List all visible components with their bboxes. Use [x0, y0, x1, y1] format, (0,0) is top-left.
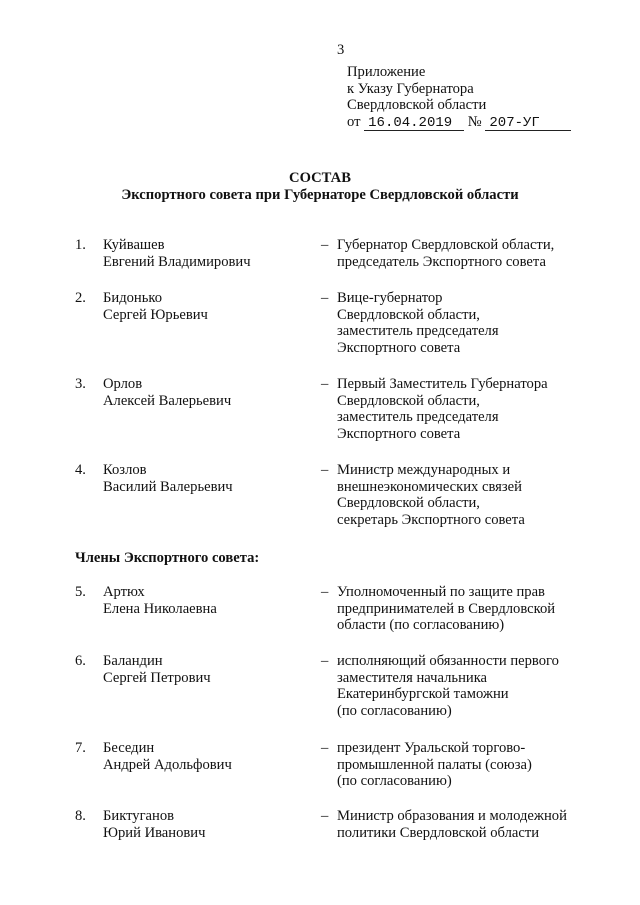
appendix-line: Свердловской области	[347, 97, 487, 113]
appendix-line: Приложение	[347, 64, 426, 80]
member-role	[337, 237, 595, 270]
role-line: внешнеэкономических связей	[337, 478, 522, 495]
role-line: президент Уральской торгово-	[337, 740, 526, 756]
role-line: заместитель председателя	[337, 323, 499, 339]
entry-index: 8.	[75, 808, 86, 824]
member-surname: Беседин	[103, 740, 155, 756]
member-name	[103, 376, 303, 409]
role-line: Екатеринбургской таможни	[337, 686, 509, 702]
member-given-name: Андрей Адольфович	[103, 756, 232, 773]
member-name	[103, 290, 303, 323]
role-line: Министр международных и	[337, 462, 511, 478]
member-surname: Биктуганов	[103, 808, 175, 824]
dash-separator: –	[321, 808, 329, 824]
role-line: Свердловской области,	[337, 306, 480, 323]
role-line: секретарь Экспортного совета	[337, 511, 525, 528]
member-role	[337, 740, 595, 790]
member-given-name: Василий Валерьевич	[103, 478, 233, 495]
role-line: политики Свердловской области	[337, 824, 540, 841]
page-number: 3	[337, 42, 345, 58]
member-surname: Артюх	[103, 584, 145, 600]
role-line: предпринимателей в Свердловской	[337, 600, 556, 617]
role-line: исполняющий обязанности первого	[337, 653, 559, 669]
document-title	[0, 170, 640, 203]
members-heading: Члены Экспортного совета:	[75, 550, 260, 566]
role-line: председатель Экспортного совета	[337, 253, 546, 270]
entry-index: 4.	[75, 462, 86, 478]
role-line: (по согласованию)	[337, 773, 452, 789]
member-surname: Козлов	[103, 462, 147, 478]
role-line: Свердловской области,	[337, 495, 480, 511]
entry-index: 2.	[75, 290, 86, 306]
member-role	[337, 376, 595, 442]
member-name	[103, 740, 303, 773]
role-line: заместитель председателя	[337, 409, 499, 425]
member-given-name: Сергей Петрович	[103, 669, 211, 686]
from-label: от	[347, 113, 361, 130]
dash-separator: –	[321, 740, 329, 756]
member-given-name: Юрий Иванович	[103, 824, 206, 841]
role-line: Губернатор Свердловской области,	[337, 237, 555, 253]
appendix-block	[347, 64, 571, 131]
number-label: №	[467, 113, 482, 130]
member-surname: Орлов	[103, 376, 143, 392]
role-line: промышленной палаты (союза)	[337, 756, 532, 773]
member-role	[337, 290, 595, 356]
role-line: области (по согласованию)	[337, 617, 505, 633]
member-role	[337, 462, 595, 528]
entry-index: 5.	[75, 584, 86, 600]
decree-signature-line	[347, 114, 571, 131]
member-role	[337, 653, 595, 719]
dash-separator: –	[321, 653, 329, 669]
member-name	[103, 584, 303, 617]
decree-date: 16.04.2019	[364, 116, 464, 131]
member-name	[103, 462, 303, 495]
role-line: заместителя начальника	[337, 669, 488, 686]
title-line-1: СОСТАВ	[289, 170, 351, 186]
member-name	[103, 653, 303, 686]
dash-separator: –	[321, 237, 329, 253]
entry-index: 6.	[75, 653, 86, 669]
role-line: Министр образования и молодежной	[337, 808, 567, 824]
dash-separator: –	[321, 462, 329, 478]
entry-index: 3.	[75, 376, 86, 392]
appendix-line: к Указу Губернатора	[347, 80, 474, 97]
role-line: Экспортного совета	[337, 425, 461, 442]
role-line: Экспортного совета	[337, 339, 461, 356]
role-line: Первый Заместитель Губернатора	[337, 376, 548, 392]
member-surname: Куйвашев	[103, 237, 165, 253]
dash-separator: –	[321, 290, 329, 306]
entry-index: 7.	[75, 740, 86, 756]
member-given-name: Сергей Юрьевич	[103, 306, 208, 323]
entry-index: 1.	[75, 237, 86, 253]
role-line: Свердловской области,	[337, 392, 480, 409]
member-name	[103, 237, 303, 270]
member-role	[337, 808, 595, 841]
member-given-name: Елена Николаевна	[103, 600, 217, 617]
role-line: Вице-губернатор	[337, 290, 443, 306]
member-name	[103, 808, 303, 841]
dash-separator: –	[321, 376, 329, 392]
member-given-name: Алексей Валерьевич	[103, 392, 232, 409]
member-given-name: Евгений Владимирович	[103, 253, 251, 270]
member-role	[337, 584, 595, 634]
role-line: Уполномоченный по защите прав	[337, 584, 545, 600]
title-line-2: Экспортного совета при Губернаторе Свердловской области	[121, 186, 519, 203]
role-line: (по согласованию)	[337, 702, 452, 719]
decree-number: 207-УГ	[485, 116, 571, 131]
dash-separator: –	[321, 584, 329, 600]
member-surname: Бидонько	[103, 290, 163, 306]
member-surname: Баландин	[103, 653, 163, 669]
